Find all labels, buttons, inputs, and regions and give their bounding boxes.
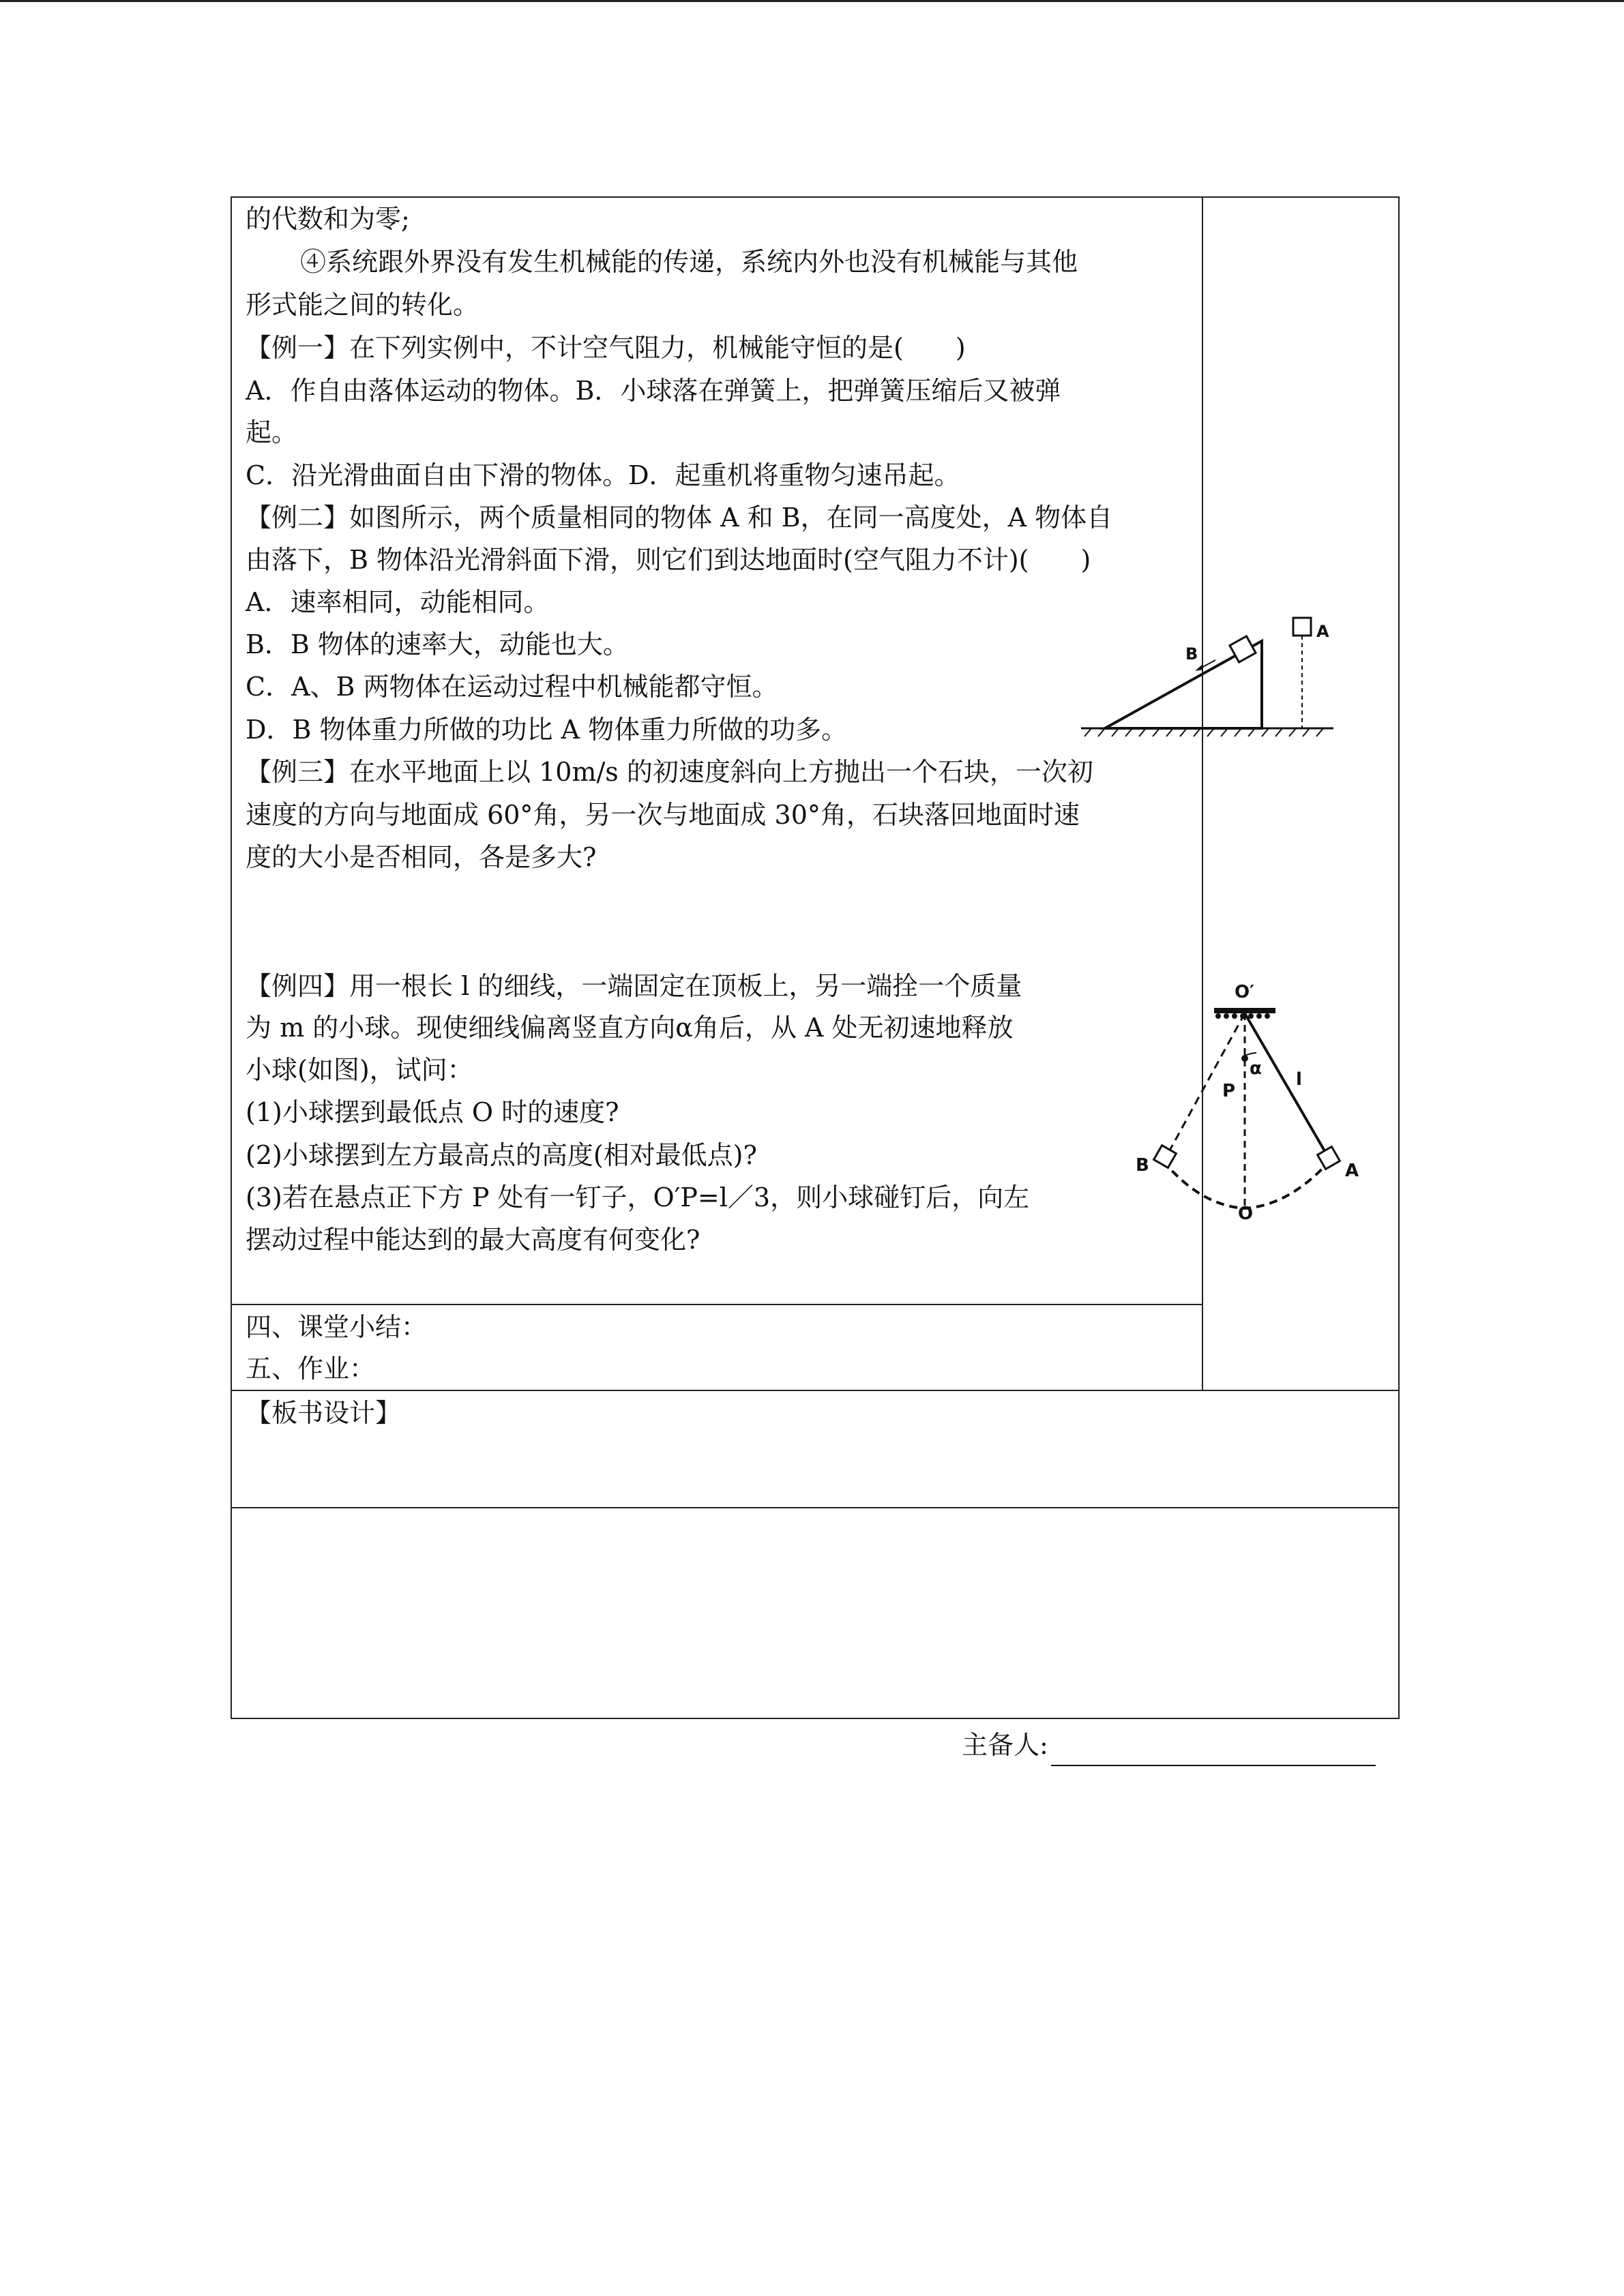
example-1-option-cd: C．沿光滑曲面自由下滑的物体。D．起重机将重物匀速吊起。 xyxy=(246,460,960,490)
section-board-design: 【板书设计】 xyxy=(246,1398,402,1428)
section-summary: 四、课堂小结： xyxy=(246,1312,428,1342)
example-2-question: 【例二】如图所示，两个质量相同的物体 A 和 B，在同一高度处，A 物体自 xyxy=(246,503,1113,533)
pendulum-figure xyxy=(1119,982,1378,1241)
incline-label-a: A xyxy=(1316,622,1329,641)
table-row-divider-bottom xyxy=(231,1507,1400,1508)
example-2-option-d: D．B 物体重力所做的功比 A 物体重力所做的功多。 xyxy=(246,715,848,745)
example-1-option-ab: A．作自由落体运动的物体。B．小球落在弹簧上，把弹簧压缩后又被弹 xyxy=(246,376,1061,406)
example-1-question: 【例一】在下列实例中，不计空气阻力，机械能守恒的是( ) xyxy=(246,333,966,363)
section-homework: 五、作业： xyxy=(246,1354,376,1384)
text-line: ④系统跟外界没有发生机械能的传递，系统内外也没有机械能与其他 xyxy=(300,247,1078,277)
example-4-question: 【例四】用一根长 l 的细线，一端固定在顶板上，另一端拴一个质量 xyxy=(246,971,1022,1001)
pendulum-label-o-prime: O′ xyxy=(1235,982,1254,1002)
page-top-border xyxy=(0,0,1624,2)
example-3-question: 【例三】在水平地面上以 10m/s 的初速度斜向上方抛出一个石块，一次初 xyxy=(246,757,1093,787)
pendulum-label-l: l xyxy=(1296,1069,1302,1090)
example-4-part-2: (2)小球摆到左方最高点的高度(相对最低点)? xyxy=(246,1140,757,1170)
example-3-question-cont: 速度的方向与地面成 60°角，另一次与地面成 30°角，石块落回地面时速 xyxy=(246,800,1080,830)
example-2-option-a: A．速率相同，动能相同。 xyxy=(246,587,550,617)
preparer-blank xyxy=(1051,1738,1376,1766)
text-line: 的代数和为零; xyxy=(246,204,410,234)
pendulum-label-alpha: α xyxy=(1250,1058,1262,1079)
example-2-option-c: C．A、B 两物体在运动过程中机械能都守恒。 xyxy=(246,672,778,702)
incline-label-b: B xyxy=(1185,644,1198,664)
table-row-divider-board xyxy=(231,1390,1400,1391)
table-row-divider-summary xyxy=(231,1304,1203,1305)
pendulum-label-b: B xyxy=(1136,1155,1149,1176)
example-1-option-ab-cont: 起。 xyxy=(246,417,298,447)
pendulum-label-p: P xyxy=(1222,1081,1236,1101)
example-3-question-end: 度的大小是否相同，各是多大? xyxy=(246,842,597,872)
preparer-field xyxy=(962,1724,1376,1766)
example-2-question-cont: 由落下，B 物体沿光滑斜面下滑，则它们到达地面时(空气阻力不计)( ) xyxy=(246,545,1091,575)
example-4-question-cont: 为 m 的小球。现使细线偏离竖直方向α角后，从 A 处无初速地释放 xyxy=(246,1013,1014,1043)
example-4-part-1: (1)小球摆到最低点 O 时的速度? xyxy=(246,1097,619,1127)
example-4-question-cont2: 小球(如图)，试问： xyxy=(246,1055,473,1085)
example-4-part-3: (3)若在悬点正下方 P 处有一钉子，O′P=l／3，则小球碰钉后，向左 xyxy=(246,1182,1030,1212)
pendulum-label-a: A xyxy=(1345,1161,1359,1181)
example-4-part-3-cont: 摆动过程中能达到的最大高度有何变化? xyxy=(246,1225,700,1255)
text-line: 形式能之间的转化。 xyxy=(246,290,479,320)
lesson-table xyxy=(231,196,1400,1719)
pendulum-label-o: O xyxy=(1238,1204,1254,1224)
example-2-option-b: B．B 物体的速率大，动能也大。 xyxy=(246,629,629,659)
preparer-label: 主备人: xyxy=(962,1730,1048,1760)
incline-figure xyxy=(1078,600,1337,750)
